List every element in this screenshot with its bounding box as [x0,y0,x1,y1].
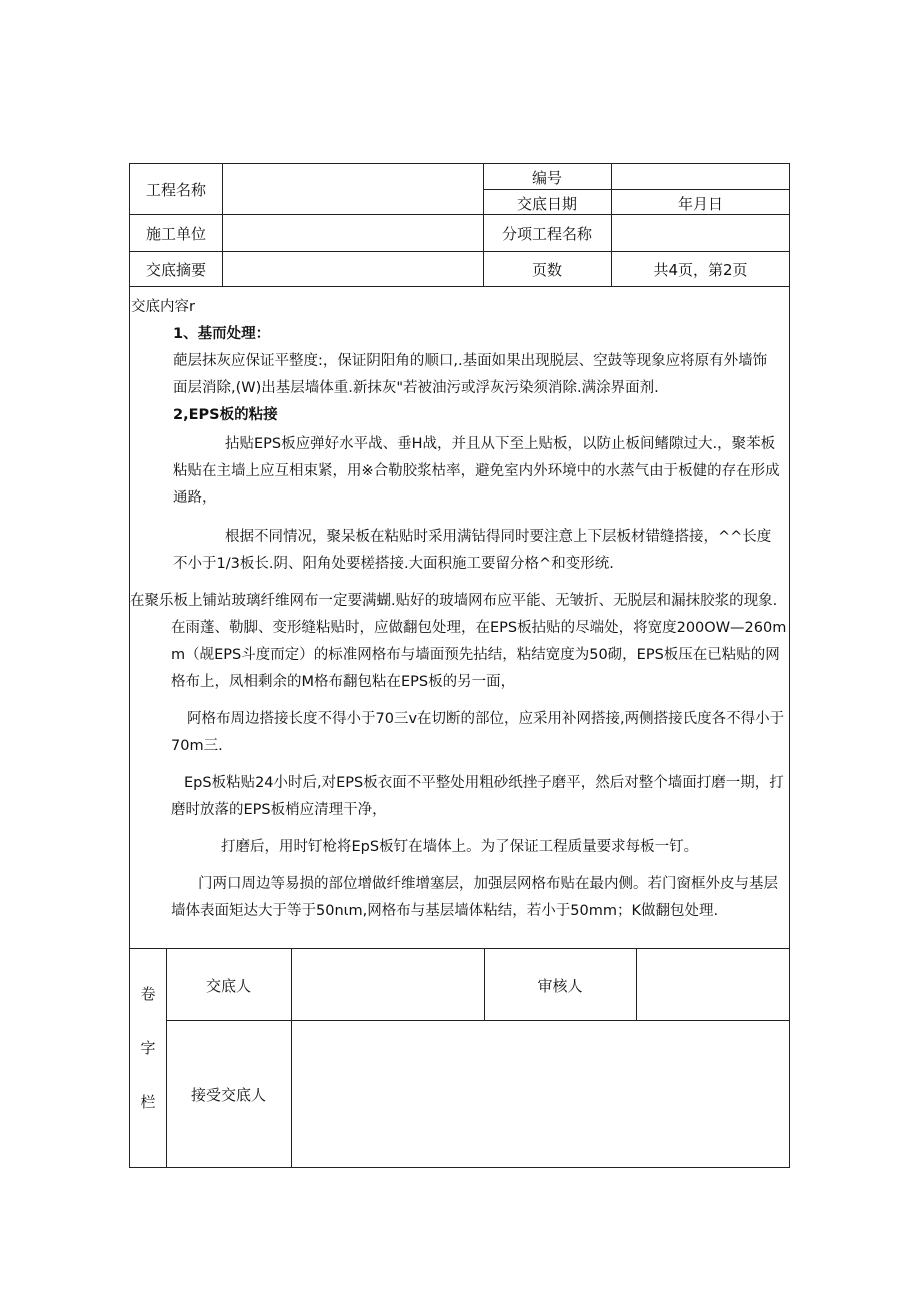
receiver-label: 接受交底人 [190,1086,266,1104]
summary-label: 交底摘要 [145,261,206,279]
page-count-label: 页数 [531,261,562,279]
sub-project-label: 分项工程名称 [501,225,592,243]
rule-sig-v4 [636,948,637,1020]
paragraph-openings: 门两口周边等易损的部位增做纤维增塞层，加强层网格布贴在最内侧。若门窗框外皮与基层墙体表面矩达大于等于50nιm,网格布与基层墙体粘结，若小于50mm；K做翻包处理. [171,876,778,919]
paragraph-nailing: 打磨后，用时钉枪将EpS板钉在墙体上。为了保证工程质量要求每板一钉。 [221,839,699,855]
section-1-title: 1、基而处理： [173,326,271,342]
rule-row3 [130,286,790,287]
paragraph-mesh: 在聚乐板上铺站玻璃纤维网布一定要满蝴.贴好的玻墙网布应平能、无皱折、无脱层和漏抹胶浆的现象.在雨蓬、勒脚、变形缝粘贴时，应做翻包处理，在EPS板拈贴的尽端处，将宽度200OW—260mm（觇EPS斗度而定）的标准网格布与墙面预先拈结，粘结宽度为50砌，EPS板压在已粘贴的网格布上，凤相剩余的M格布翻包粘在EPS板的另一面， [130,593,787,690]
signature-column-char-3: 栏 [140,1093,156,1111]
rule-row2 [130,251,790,252]
signature-column-char-1: 卷 [140,985,156,1003]
paragraph-base-treatment: 葩层抹灰应保证平整度:，保证阴阳角的顺口,.基面如果出现脱层、空鼓等现象应将原有外墙饰面层消除,(W)出基层墙体重.新抹灰"若被油污或浮灰污染须消除.满涂界面剂. [173,353,768,396]
project-name-label: 工程名称 [145,181,206,199]
paragraph-staggered-joints: 根据不同情况，聚呆板在粘贴时采用满钻得同时要注意上下层板材错缝搭接，^^长度不小于1/3板长.阴、阳角处要槎搭接.大面积施工要留分格^和变形统. [173,529,772,572]
number-label: 编号 [531,169,562,187]
rule-signature-top [130,948,790,949]
paragraph-eps-bonding: 拈贴EPS板应弹好水平战、垂H战，并且从下至上贴板，以防止板间鳍隙过大.，聚苯板粘贴在主墙上应互相束紧，用※合勒胶浆枯率，避免室内外环境中的水蒸气由于板健的存在形成通路， [173,436,780,506]
discloser-label: 交底人 [205,977,251,995]
rule-row1 [130,214,790,215]
content-title: 交底内容r [131,299,195,315]
rule-signature-mid [166,1020,790,1021]
section-2-title: 2,EPS板的粘接 [173,407,278,423]
disclosure-content [130,294,791,925]
rule-sig-v2 [291,948,292,1168]
paragraph-mesh-overlap: 阿格布周边搭接长度不得小于70三v在切断的部位，应采用补网搭接,两侧搭接氏度各不得小于70m三. [171,711,785,754]
rule-header-v1 [222,164,223,286]
reviewer-label: 审核人 [537,977,583,995]
paragraph-sanding: EpS板粘贴24小时后,对EPS板衣面不平整处用粗砂纸挫子磨平，然后对整个墙面打磨一期，打磨时放落的EPS板梢应清理干净， [171,775,784,818]
disclosure-form [129,163,790,1168]
date-label: 交底日期 [516,195,577,213]
signature-column-char-2: 字 [140,1039,156,1057]
rule-number-split [483,189,790,190]
construction-unit-label: 施工单位 [145,225,206,243]
date-value: 年月日 [677,195,723,213]
page-count-value: 共4页，第2页 [653,261,748,279]
